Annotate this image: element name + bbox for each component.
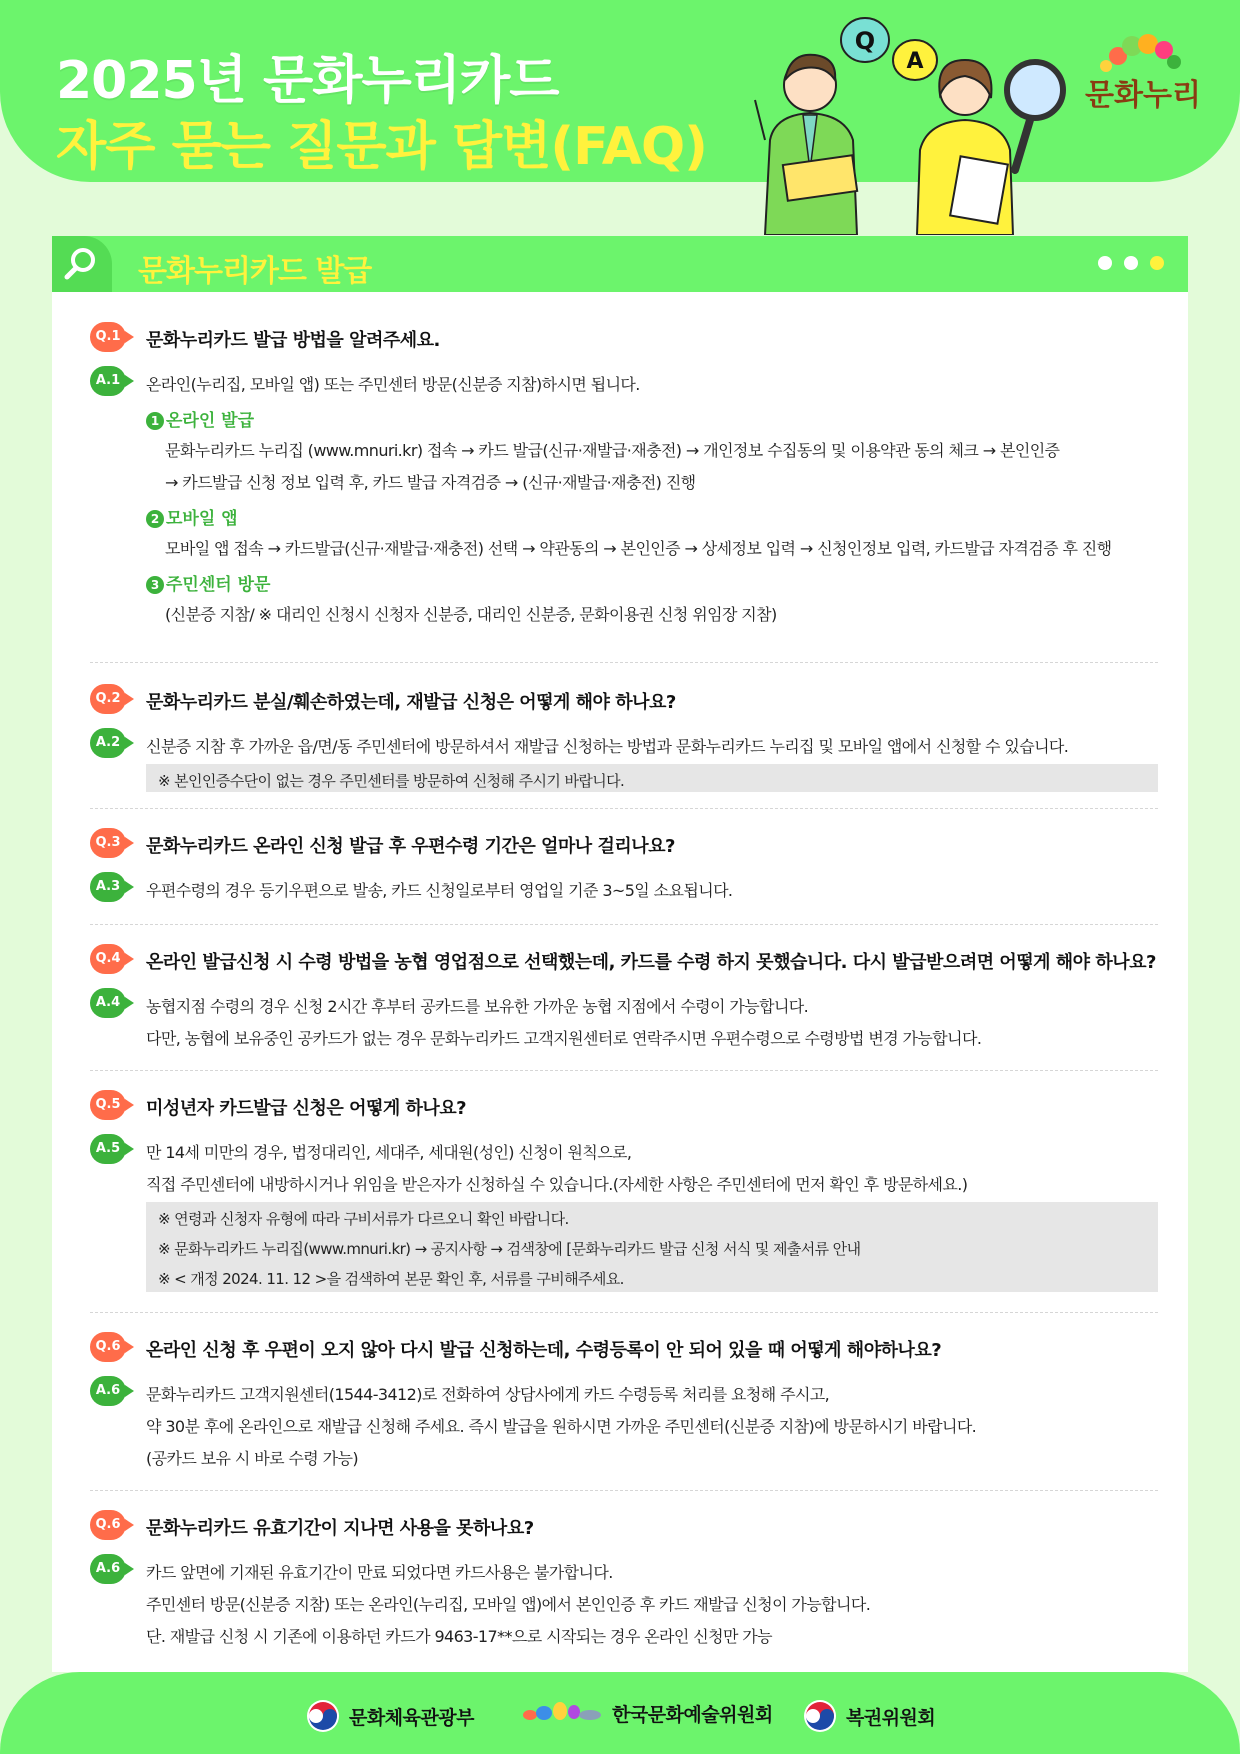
divider: [90, 662, 1158, 663]
q3-badge: Q.3: [90, 828, 126, 858]
a4-line2: 다만, 농협에 보유중인 공카드가 없는 경우 문화누리카드 고객지원센터로 연락주시면 우편수령으로 수령방법 변경 가능합니다.: [146, 1029, 982, 1048]
arko-logo-icon: [520, 1698, 604, 1728]
a6-line1: 문화누리카드 고객지원센터(1544-3412)로 전화하여 상담사에게 카드 수령등록 처리를 요청해 주시고,: [146, 1385, 830, 1404]
munhwanuri-logo: [1078, 30, 1208, 120]
search-icon: [52, 236, 112, 292]
a4-badge: A.4: [90, 988, 126, 1018]
search-icon-container: [52, 236, 112, 292]
a7-line3: 단. 재발급 신청 시 기존에 이용하던 카드가 9463-17**으로 시작되는 경우 온라인 신청만 가능: [146, 1627, 773, 1646]
method-online-label: 온라인 발급: [166, 411, 255, 431]
dot-icon: [1098, 256, 1112, 270]
logo-flower-icon: [1078, 30, 1208, 74]
bubble-a: A: [906, 49, 924, 74]
a2-line1: 신분증 지참 후 가까운 읍/면/동 주민센터에 방문하셔서 재발급 신청하는 방법과 문화누리카드 누리집 및 모바일 앱에서 신청할 수 있습니다.: [146, 737, 1069, 756]
a2-note1: ※ 본인인증수단이 없는 경우 주민센터를 방문하여 신청해 주시기 바랍니다.: [158, 772, 625, 790]
section-title-bar: [52, 236, 1188, 292]
a1-method-online-title: [146, 406, 254, 431]
number-1-icon: 1: [146, 412, 164, 430]
qa-characters-illustration: [745, 10, 1075, 235]
a2-badge: A.2: [90, 728, 126, 758]
a1-method-mobile-title: [146, 504, 238, 529]
number-3-icon: 3: [146, 576, 164, 594]
q7-badge: Q.6: [90, 1510, 126, 1540]
a6-line2: 약 30분 후에 온라인으로 재발급 신청해 주세요. 즉시 발급을 원하시면 가까운 주민센터(신분증 지참)에 방문하시기 바랍니다.: [146, 1417, 977, 1436]
method-mobile-label: 모바일 앱: [166, 509, 238, 529]
a1-method-center-title: [146, 570, 270, 595]
a1-mobile-line1: 모바일 앱 접속 → 카드발급(신규·재발급·재충전) 선택 → 약관동의 → 본인인증 → 상세정보 입력 → 신청인정보 입력, 카드발급 자격검증 후 진행: [165, 539, 1112, 558]
a4-line1: 농협지점 수령의 경우 신청 2시간 후부터 공카드를 보유한 가까운 농협 지점에서 수령이 가능합니다.: [146, 997, 809, 1016]
org-mcst: [305, 1698, 474, 1734]
q2-badge: Q.2: [90, 684, 126, 714]
q1-question: 문화누리카드 발급 방법을 알려주세요.: [146, 330, 440, 351]
a5-line2: 직접 주민센터에 내방하시거나 위임을 받은자가 신청하실 수 있습니다.(자세한 사항은 주민센터에 먼저 확인 후 방문하세요.): [146, 1175, 968, 1194]
q7-question: 문화누리카드 유효기간이 지나면 사용을 못하나요?: [146, 1518, 534, 1539]
a5-note1: ※ 연령과 신청자 유형에 따라 구비서류가 다르오니 확인 바랍니다.: [158, 1210, 569, 1228]
a1-intro: 온라인(누리집, 모바일 앱) 또는 주민센터 방문(신분증 지참)하시면 됩니다.: [146, 375, 640, 394]
q3-question: 문화누리카드 온라인 신청 발급 후 우편수령 기간은 얼마나 걸리나요?: [146, 836, 675, 857]
dot-icon: [1150, 256, 1164, 270]
page-header: [0, 0, 1240, 182]
dot-icon: [1124, 256, 1138, 270]
q1-badge: Q.1: [90, 322, 126, 352]
a5-note2: ※ 문화누리카드 누리집(www.mnuri.kr) → 공지사항 → 검색창에 [문화누리카드 발급 신청 서식 및 제출서류 안내: [158, 1240, 861, 1258]
a5-badge: A.5: [90, 1134, 126, 1164]
taegeuk-icon: [802, 1698, 838, 1734]
method-center-label: 주민센터 방문: [166, 575, 271, 595]
a5-note3: ※ < 개정 2024. 11. 12 >을 검색하여 본문 확인 후, 서류를 구비해주세요.: [158, 1270, 624, 1288]
a3-line1: 우편수령의 경우 등기우편으로 발송, 카드 신청일로부터 영업일 기준 3~5일 소요됩니다.: [146, 881, 733, 900]
bubble-q: Q: [854, 27, 876, 55]
q4-question: 온라인 발급신청 시 수령 방법을 농협 영업점으로 선택했는데, 카드를 수령 하지 못했습니다. 다시 발급받으려면 어떻게 해야 하나요?: [146, 952, 1156, 973]
a7-line2: 주민센터 방문(신분증 지참) 또는 온라인(누리집, 모바일 앱)에서 본인인증 후 카드 재발급 신청이 가능합니다.: [146, 1595, 871, 1614]
a1-online-line1: 문화누리카드 누리집 (www.mnuri.kr) 접속 → 카드 발급(신규·재발급·재충전) → 개인정보 수집동의 및 이용약관 동의 체크 → 본인인증: [165, 441, 1060, 460]
a7-line1: 카드 앞면에 기재된 유효기간이 만료 되었다면 카드사용은 불가합니다.: [146, 1563, 613, 1582]
a6-line3: (공카드 보유 시 바로 수령 가능): [146, 1449, 358, 1468]
a7-badge: A.6: [90, 1554, 126, 1584]
q5-question: 미성년자 카드발급 신청은 어떻게 하나요?: [146, 1098, 467, 1119]
org-name-arko: 한국문화예술위원회: [612, 1703, 773, 1726]
org-arko: [520, 1698, 773, 1728]
logo-text: 문화누리: [1085, 78, 1201, 113]
number-2-icon: 2: [146, 510, 164, 528]
divider: [90, 808, 1158, 809]
q6-badge: Q.6: [90, 1332, 126, 1362]
decorative-dots: [1098, 256, 1164, 270]
q5-badge: Q.5: [90, 1090, 126, 1120]
title-faq: 자주 묻는 질문과 답변(FAQ): [56, 117, 707, 177]
org-lottery: [802, 1698, 935, 1734]
section-title: 문화누리카드 발급: [138, 254, 372, 289]
title-year: 2025년 문화누리카드: [56, 51, 559, 111]
page-footer: [0, 1672, 1240, 1754]
taegeuk-icon: [305, 1698, 341, 1734]
q2-question: 문화누리카드 분실/훼손하였는데, 재발급 신청은 어떻게 해야 하나요?: [146, 692, 676, 713]
divider: [90, 1312, 1158, 1313]
faq-panel: [52, 292, 1188, 1672]
org-name-mcst: 문화체육관광부: [349, 1706, 474, 1729]
q6-question: 온라인 신청 후 우편이 오지 않아 다시 발급 신청하는데, 수령등록이 안 되어 있을 때 어떻게 해야하나요?: [146, 1340, 942, 1361]
a3-badge: A.3: [90, 872, 126, 902]
a1-online-line2: → 카드발급 신청 정보 입력 후, 카드 발급 자격검증 → (신규·재발급·재충전) 진행: [165, 473, 696, 492]
divider: [90, 924, 1158, 925]
a1-badge: A.1: [90, 366, 126, 396]
divider: [90, 1070, 1158, 1071]
a6-badge: A.6: [90, 1376, 126, 1406]
divider: [90, 1490, 1158, 1491]
org-name-lottery: 복권위원회: [846, 1706, 936, 1729]
a5-line1: 만 14세 미만의 경우, 법정대리인, 세대주, 세대원(성인) 신청이 원칙으로,: [146, 1143, 632, 1162]
q4-badge: Q.4: [90, 944, 126, 974]
a1-center-line1: (신분증 지참/ ※ 대리인 신청시 신청자 신분증, 대리인 신분증, 문화이용권 신청 위임장 지참): [165, 605, 777, 624]
